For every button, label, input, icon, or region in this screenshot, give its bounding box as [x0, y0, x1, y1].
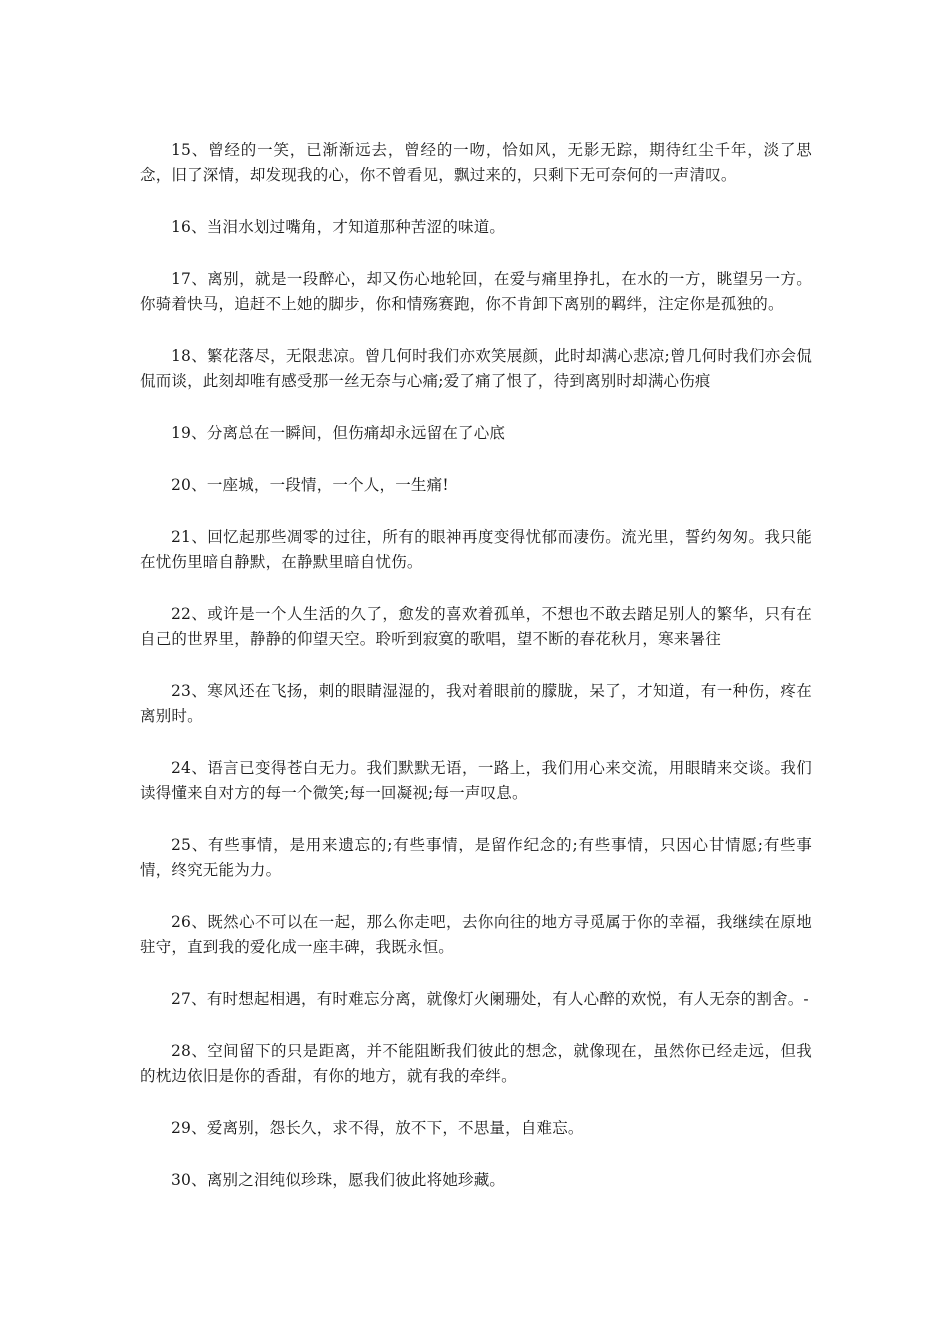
- paragraph-15: 15、曾经的一笑，已渐渐远去，曾经的一吻，恰如风，无影无踪，期待红尘千年，淡了思念，旧了深情，却发现我的心，你不曾看见，飘过来的，只剩下无可奈何的一声清叹。: [140, 141, 812, 184]
- paragraph-29: 29、爱离别，怨长久，求不得，放不下，不思量，自难忘。: [171, 1119, 584, 1137]
- paragraph-27: 27、有时想起相遇，有时难忘分离，就像灯火阑珊处，有人心醉的欢悦，有人无奈的割舍。-: [171, 990, 809, 1008]
- paragraph-16: 16、当泪水划过嘴角，才知道那种苦涩的味道。: [171, 218, 506, 236]
- paragraph-28: 28、空间留下的只是距离，并不能阻断我们彼此的想念，就像现在，虽然你已经走远，但我的枕边依旧是你的香甜，有你的地方，就有我的牵绊。: [140, 1042, 812, 1085]
- paragraph-23: 23、寒风还在飞扬，刺的眼睛湿湿的，我对着眼前的朦胧，呆了，才知道，有一种伤，疼在离别时。: [140, 682, 812, 725]
- paragraph-18: 18、繁花落尽，无限悲凉。曾几何时我们亦欢笑展颜，此时却满心悲凉;曾几何时我们亦会侃侃而谈，此刻却唯有感受那一丝无奈与心痛;爱了痛了恨了，待到离别时却满心伤痕: [140, 347, 812, 390]
- paragraph-22: 22、或许是一个人生活的久了，愈发的喜欢着孤单，不想也不敢去踏足别人的繁华，只有在自己的世界里，静静的仰望天空。聆听到寂寞的歌唱，望不断的春花秋月，寒来暑往: [140, 605, 812, 648]
- paragraph-20: 20、一座城，一段情，一个人，一生痛!: [171, 476, 449, 494]
- paragraph-30: 30、离别之泪纯似珍珠，愿我们彼此将她珍藏。: [171, 1171, 506, 1189]
- paragraph-26: 26、既然心不可以在一起，那么你走吧，去你向往的地方寻觅属于你的幸福，我继续在原地驻守，直到我的爱化成一座丰碑，我既永恒。: [140, 913, 812, 956]
- paragraph-17: 17、离别，就是一段醉心，却又伤心地轮回，在爱与痛里挣扎，在水的一方，眺望另一方。你骑着快马，追赶不上她的脚步，你和情殇赛跑，你不肯卸下离别的羁绊，注定你是孤独的。: [140, 270, 812, 313]
- paragraph-24: 24、语言已变得苍白无力。我们默默无语，一路上，我们用心来交流，用眼睛来交谈。我们读得懂来自对方的每一个微笑;每一回凝视;每一声叹息。: [140, 759, 812, 802]
- paragraph-21: 21、回忆起那些凋零的过往，所有的眼神再度变得忧郁而凄伤。流光里，誓约匆匆。我只能在忧伤里暗自静默，在静默里暗自忧伤。: [140, 528, 812, 571]
- paragraph-25: 25、有些事情，是用来遗忘的;有些事情，是留作纪念的;有些事情，只因心甘情愿;有些事情，终究无能为力。: [140, 836, 812, 879]
- document-body: [140, 138, 812, 1220]
- paragraph-19: 19、分离总在一瞬间，但伤痛却永远留在了心底: [171, 424, 506, 442]
